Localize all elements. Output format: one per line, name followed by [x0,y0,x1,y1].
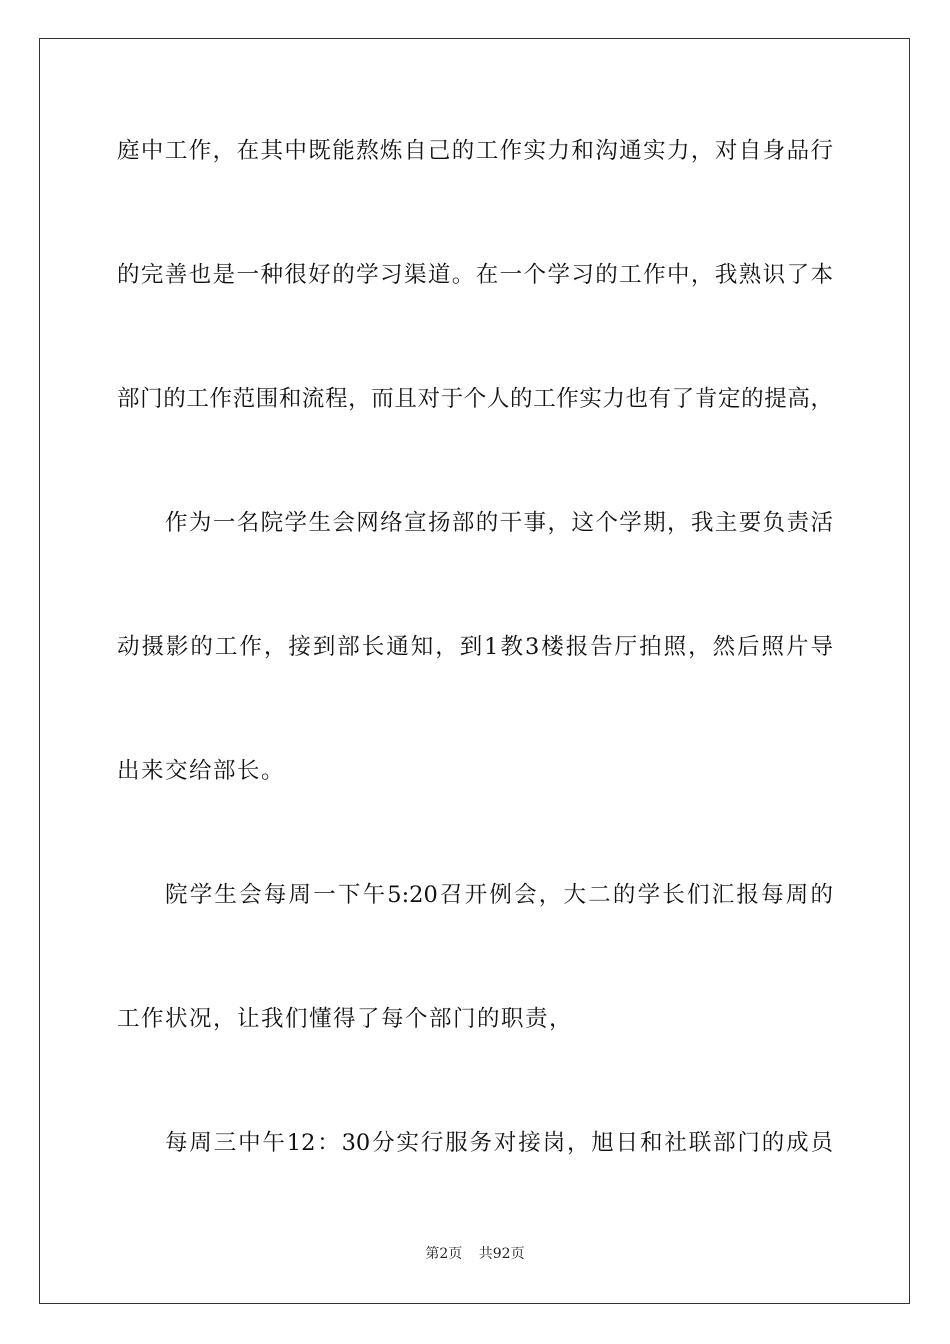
page-border [39,38,910,1304]
paragraph-line: 工作状况，让我们懂得了每个部门的职责， [117,1006,574,1032]
paragraph-line: 院学生会每周一下午5:20召开例会，大二的学长们汇报每周的 [165,882,833,908]
paragraph-line: 每周三中午12：30分实行服务对接岗，旭日和社联部门的成员 [165,1130,833,1156]
paragraph-line: 庭中工作，在其中既能熬炼自己的工作实力和沟通实力，对自身品行 [117,138,833,164]
page-total: 共92页 [478,1246,525,1262]
paragraph-line: 的完善也是一种很好的学习渠道。在一个学习的工作中，我熟识了本 [117,262,833,288]
paragraph-line: 动摄影的工作，接到部长通知，到1教3楼报告厅拍照，然后照片导 [117,634,833,660]
paragraph-line: 作为一名院学生会网络宣扬部的干事，这个学期，我主要负责活 [165,510,833,536]
paragraph-line: 部门的工作范围和流程，而且对于个人的工作实力也有了肯定的提高， [117,386,833,412]
page-number: 第2页 [425,1246,463,1262]
page-footer [0,1245,950,1263]
paragraph-line: 出来交给部长。 [117,758,286,784]
